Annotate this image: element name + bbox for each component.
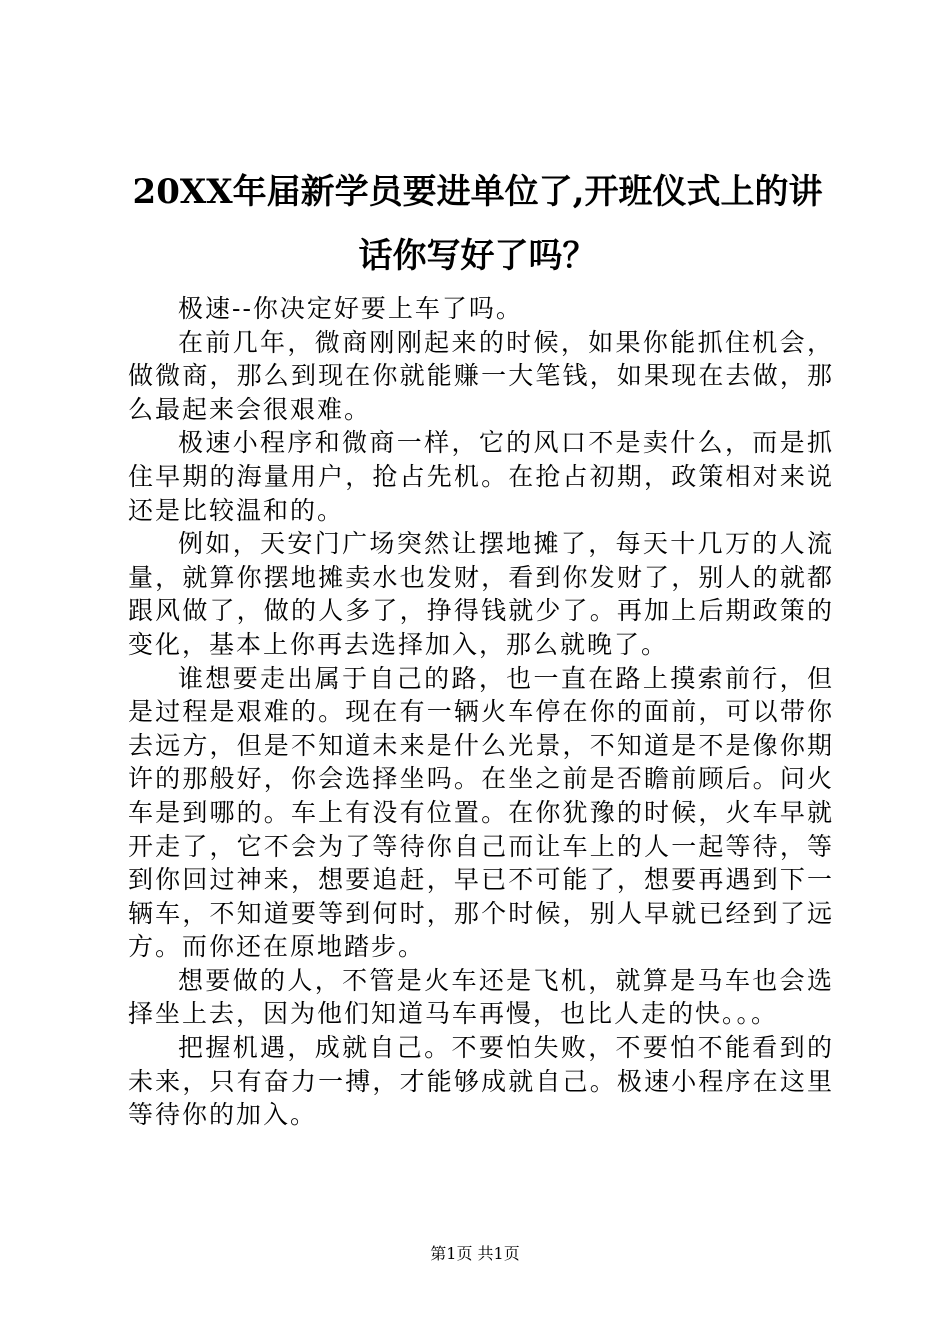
page-footer: 第1页 共1页 bbox=[430, 1244, 520, 1263]
paragraph-7: 把握机遇，成就自己。不要怕失败，不要怕不能看到的未来，只有奋力一搏，才能够成就自己。极速小程序在这里等待你的加入。 bbox=[128, 1033, 834, 1130]
document-body bbox=[128, 292, 834, 1132]
paragraph-1: 极速--你决定好要上车了吗。 bbox=[178, 294, 523, 323]
paragraph-2: 在前几年，微商刚刚起来的时候，如果你能抓住机会，做微商，那么到现在你就能赚一大笔钱，如果现在去做，那么最起来会很艰难。 bbox=[128, 327, 834, 424]
paragraph-3: 极速小程序和微商一样，它的风口不是卖什么，而是抓住早期的海量用户，抢占先机。在抢占初期，政策相对来说还是比较温和的。 bbox=[128, 428, 834, 525]
document-title: 20XX年届新学员要进单位了,开班仪式上的讲话你写好了吗？ bbox=[132, 172, 823, 276]
paragraph-6: 想要做的人，不管是火车还是飞机，就算是马车也会选择坐上去，因为他们知道马车再慢，也比人走的快。。。 bbox=[128, 965, 834, 1029]
paragraph-5: 谁想要走出属于自己的路，也一直在路上摸索前行，但是过程是艰难的。现在有一辆火车停在你的面前，可以带你去远方，但是不知道未来是什么光景，不知道是不是像你期许的那般好，你会选择坐吗。在坐之前是否瞻前顾后。问火车是到哪的。车上有没有位置。在你犹豫的时候，火车早就开走了，它不会为了等待你自己而让车上的人一起等待，等到你回过神来，想要追赶，早已不可能了，想要再遇到下一辆车，不知道要等到何时，那个时候，别人早就已经到了远方。而你还在原地踏步。 bbox=[128, 663, 834, 962]
paragraph-4: 例如，天安门广场突然让摆地摊了，每天十几万的人流量，就算你摆地摊卖水也发财，看到你发财了，别人的就都跟风做了，做的人多了，挣得钱就少了。再加上后期政策的变化，基本上你再去选择加入，那么就晚了。 bbox=[128, 529, 834, 659]
